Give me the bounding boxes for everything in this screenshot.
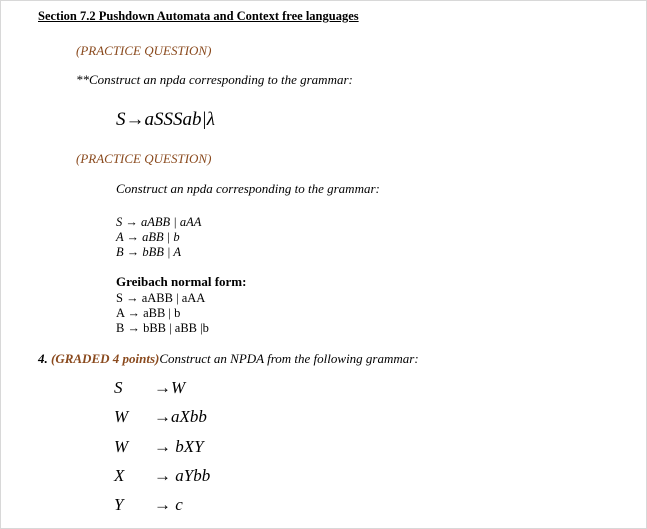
- production-lhs: W: [114, 407, 129, 426]
- gnf-heading: Greibach normal form:: [116, 274, 247, 289]
- grammar-formula-1: S→aSSSab|λ: [116, 109, 215, 130]
- gnf-rule: B → bBB | aBB |b: [116, 321, 209, 335]
- practice-question-1: **Construct an npda corresponding to the grammar:: [76, 72, 353, 87]
- grammar-rule: S → aABB | aAA: [116, 215, 202, 229]
- production-rhs: → bXY: [154, 437, 204, 456]
- practice-question-2: Construct an npda corresponding to the grammar:: [116, 181, 380, 196]
- production-lhs: S: [114, 378, 123, 397]
- production-lhs: Y: [114, 495, 124, 514]
- question-number: 4.: [38, 351, 48, 366]
- production-rhs: → c: [154, 495, 183, 514]
- grammar-rule: A → aBB | b: [116, 230, 180, 244]
- production-rhs: →W: [154, 378, 186, 397]
- practice-label-2: (PRACTICE QUESTION): [76, 151, 212, 166]
- gnf-rule: S → aABB | aAA: [116, 291, 206, 305]
- production-lhs: X: [114, 466, 125, 485]
- section-title: Section 7.2 Pushdown Automata and Context free languages: [38, 9, 359, 23]
- production-lhs: W: [114, 437, 129, 456]
- production-rhs: → aYbb: [154, 466, 211, 485]
- points-label: (GRADED 4 points): [51, 351, 160, 366]
- gnf-rule: A → aBB | b: [116, 306, 181, 320]
- production-rhs: →aXbb: [154, 407, 207, 426]
- practice-label-1: (PRACTICE QUESTION): [76, 43, 212, 58]
- graded-question-text: Construct an NPDA from the following grammar:: [159, 351, 419, 366]
- graded-question: [38, 351, 419, 367]
- grammar-rule: B → bBB | A: [116, 245, 182, 259]
